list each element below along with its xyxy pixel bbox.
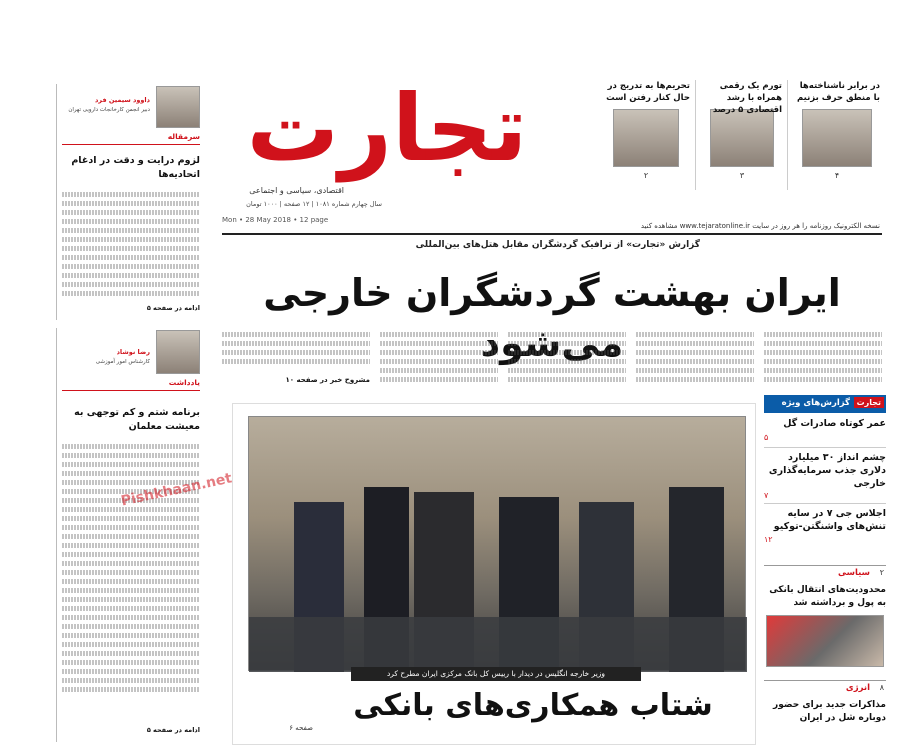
- energy-headline: مذاکرات جدید برای حضور دوباره شل در ایران: [773, 700, 886, 723]
- special-report-item-1[interactable]: [764, 417, 886, 442]
- teaser-photo: [613, 109, 679, 167]
- politics-box[interactable]: [764, 565, 886, 677]
- note-author-role: کارشناس امور آموزشی: [95, 359, 150, 365]
- politics-headline: محدودیت‌های انتقال بانکی به پول و برداشته شد: [769, 585, 886, 608]
- special-report-page: ۵: [764, 433, 769, 442]
- teaser-1[interactable]: [794, 80, 880, 180]
- editorial-author-photo: [156, 86, 200, 128]
- lead-headline: ایران بهشت گردشگران خارجی می‌شود: [263, 271, 841, 365]
- teaser-2[interactable]: [702, 80, 782, 180]
- politics-section-label: سیاسی: [838, 568, 870, 578]
- photo-page-ref: صفحه ۶: [289, 724, 313, 732]
- top-teasers: [600, 80, 880, 190]
- energy-section-row: [764, 681, 886, 697]
- note-continued[interactable]: ادامه در صفحه ۵: [146, 726, 200, 734]
- lead-kicker: گزارش «تجارت» از ترافیک گردشگران مقابل هتل‌های بین‌المللی: [415, 240, 700, 250]
- special-report-title: چشم انداز ۳۰ میلیارد دلاری جذب سرمایه‌گذاری خارجی: [768, 452, 886, 489]
- special-report-page: ۱۲: [764, 535, 773, 544]
- energy-section-label: انرژی: [845, 683, 870, 693]
- editorial-section: سرمقاله: [167, 132, 200, 141]
- editorial-author-name: داوود سیمین فرد: [94, 96, 150, 104]
- note[interactable]: [56, 328, 206, 742]
- editorial-section-rule: [62, 144, 200, 145]
- lead-column-2: [636, 328, 754, 388]
- teaser-photo: [710, 109, 774, 167]
- masthead-tagline: اقتصادی، سیاسی و اجتماعی: [249, 186, 344, 195]
- teaser-page: ۳: [739, 171, 745, 180]
- special-reports-brand: تجارت: [854, 397, 884, 408]
- masthead-website[interactable]: نسخه الکترونیک روزنامه را هر روز در سایت www.tejaratonline.ir مشاهده کنید: [640, 222, 880, 230]
- lead-column-1: [764, 328, 882, 388]
- editorial-body: [62, 188, 200, 300]
- special-reports-header: [764, 395, 886, 413]
- note-section-rule: [62, 390, 200, 391]
- special-reports-title: گزارش‌های ویژه: [781, 398, 850, 408]
- politics-section-row: [764, 566, 886, 582]
- lead-continued[interactable]: مشروح خبر در صفحه ۱۰: [285, 376, 370, 384]
- note-headline: برنامه شتم و کم توجهی به معیشت معلمان: [74, 407, 200, 432]
- desk: [249, 617, 747, 672]
- photo-story[interactable]: [232, 403, 756, 745]
- special-report-page: ۷: [764, 491, 769, 500]
- watermark: Pishkhaan.net: [119, 470, 234, 510]
- teaser-page: ۲: [643, 171, 649, 180]
- masthead-date: Mon • 28 May 2018 • 12 page: [222, 216, 329, 224]
- teaser-title: تحریم‌ها به تدریج در حال کنار رفتن است: [606, 81, 690, 103]
- teaser-page: ۴: [834, 171, 840, 180]
- photo-caption: وزیر خارجه انگلیس در دیدار با رییس کل بانک مرکزی ایران مطرح کرد: [386, 669, 606, 678]
- editorial-continued[interactable]: ادامه در صفحه ۵: [146, 304, 200, 312]
- editorial-author-role: دبیر انجمن کارخانجات دارویی تهران: [68, 107, 150, 113]
- special-report-title: عمر کوتاه صادرات گل: [783, 418, 886, 429]
- politics-photo: [766, 615, 884, 667]
- photo-headline: شتاب همکاری‌های بانکی: [353, 688, 713, 723]
- teaser-title: در برابر ناشناخته‌ها با منطق حرف بزنیم: [796, 81, 880, 103]
- note-section: یادداشت: [168, 378, 200, 387]
- note-author-name: رضا نوشاد: [116, 348, 150, 356]
- main-photo: [248, 416, 746, 671]
- teaser-photo: [802, 109, 872, 167]
- note-author-photo: [156, 330, 200, 374]
- special-report-item-3[interactable]: [764, 503, 886, 544]
- politics-section-number: ۲: [879, 568, 884, 577]
- masthead-rule: [222, 233, 882, 235]
- teaser-divider: [695, 80, 696, 190]
- teaser-3[interactable]: [602, 80, 690, 180]
- editorial[interactable]: [56, 84, 206, 320]
- photo-caption-bar: [351, 667, 641, 681]
- teaser-title: تورم یک رقمی همراه با رشد اقتصادی ۵ درصد: [712, 81, 782, 115]
- special-reports: [764, 395, 886, 565]
- special-report-item-2[interactable]: [764, 447, 886, 500]
- special-report-title: اجلاس جی ۷ در سایه تنش‌های واشنگتن-توکیو: [773, 508, 886, 532]
- editorial-headline: لزوم درایت و دقت در ادغام اتحادیه‌ها: [71, 155, 200, 180]
- lead-columns: [222, 328, 882, 390]
- energy-section-number: ۸: [879, 683, 884, 692]
- lead-column-4: [380, 328, 498, 388]
- masthead-issue: سال چهارم شماره ۱۰۸۱ | ۱۲ صفحه | ۱۰۰۰ تومان: [246, 200, 382, 208]
- teaser-divider: [787, 80, 788, 190]
- photo-figures: [249, 417, 747, 672]
- masthead-logo: تجارت: [246, 75, 528, 182]
- energy-box[interactable]: [764, 680, 886, 742]
- lead-column-5: [222, 328, 370, 376]
- lead-column-3: [508, 328, 626, 388]
